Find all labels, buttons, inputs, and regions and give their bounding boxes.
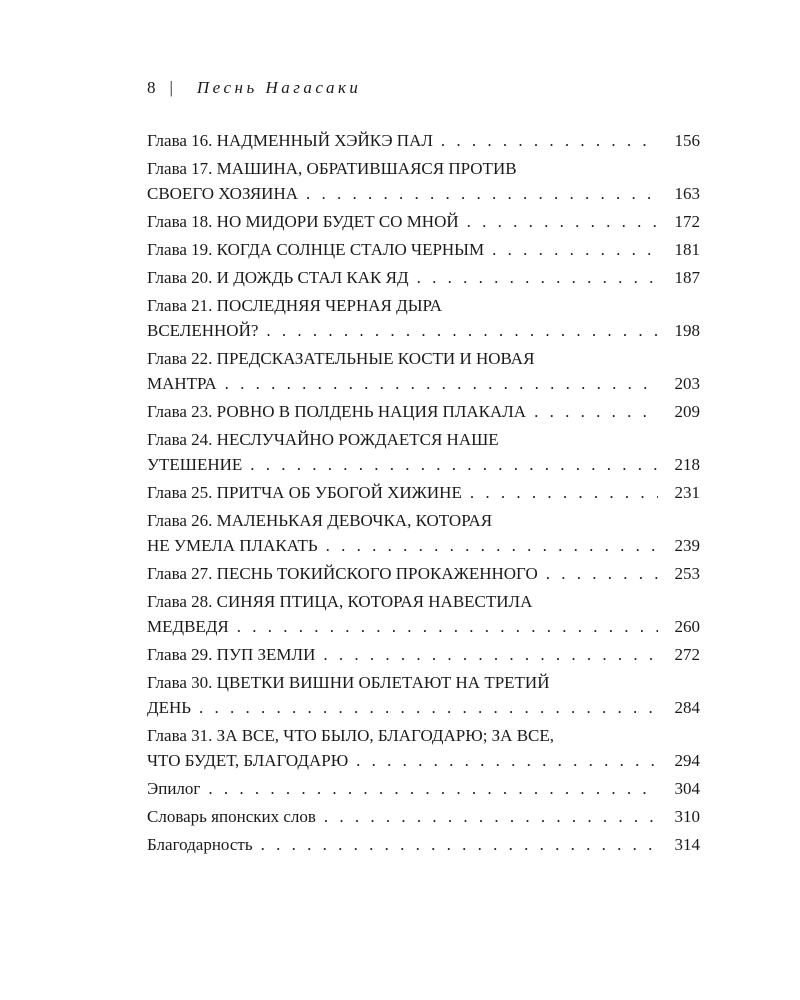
toc-entry[interactable] [147, 589, 700, 639]
toc-entry-title-line: Глава 30. ЦВЕТКИ ВИШНИ ОБЛЕТАЮТ НА ТРЕТИЙ [147, 673, 550, 692]
toc-entry-row [147, 832, 700, 857]
toc-page-number: 260 [674, 617, 700, 636]
dot-leader [492, 237, 658, 262]
toc-entry[interactable] [147, 265, 700, 290]
toc-entry[interactable] [147, 561, 700, 586]
toc-entry-title: МЕДВЕДЯ [147, 617, 229, 636]
toc-entry[interactable] [147, 399, 700, 424]
dot-leader [441, 128, 658, 153]
table-of-contents [147, 128, 700, 857]
toc-entry-title-line: Глава 17. МАШИНА, ОБРАТИВШАЯСЯ ПРОТИВ [147, 159, 517, 178]
toc-page-number: 294 [674, 751, 700, 770]
toc-entry-row [147, 748, 700, 773]
toc-entry-title-line: Глава 31. ЗА ВСЕ, ЧТО БЫЛО, БЛАГОДАРЮ; ЗА ВСЕ, [147, 726, 555, 745]
toc-page-number: 181 [674, 240, 700, 259]
toc-entry-title: Эпилог [147, 779, 201, 798]
dot-leader [324, 804, 658, 829]
dot-leader [546, 561, 658, 586]
dot-leader [356, 748, 658, 773]
toc-page-number: 209 [674, 402, 700, 421]
toc-entry-row [147, 399, 700, 424]
toc-entry-title: ВСЕЛЕННОЙ? [147, 321, 259, 340]
toc-entry-row [147, 642, 700, 667]
toc-entry-row [147, 209, 700, 234]
toc-entry-row [147, 533, 700, 558]
toc-entry-row [147, 480, 700, 505]
toc-page-number: 272 [674, 645, 700, 664]
toc-entry[interactable] [147, 642, 700, 667]
dot-leader [306, 181, 658, 206]
toc-entry-title: СВОЕГО ХОЗЯИНА [147, 184, 298, 203]
toc-page-number: 203 [674, 374, 700, 393]
toc-entry-title: ДЕНЬ [147, 698, 192, 717]
toc-entry[interactable] [147, 670, 700, 720]
toc-entry[interactable] [147, 128, 700, 153]
toc-entry-row [147, 695, 700, 720]
toc-page-number: 218 [674, 455, 700, 474]
toc-entry-title: МАНТРА [147, 374, 217, 393]
dot-leader [534, 399, 658, 424]
toc-entry-row [147, 614, 700, 639]
dot-leader [250, 452, 658, 477]
toc-entry[interactable] [147, 804, 700, 829]
toc-entry-row [147, 265, 700, 290]
dot-leader [237, 614, 658, 639]
toc-entry-row [147, 452, 700, 477]
book-page [147, 78, 700, 860]
toc-entry-row [147, 318, 700, 343]
toc-entry-row [147, 128, 700, 153]
toc-page-number: 310 [674, 807, 700, 826]
dot-leader [467, 209, 658, 234]
toc-entry[interactable] [147, 723, 700, 773]
dot-leader [266, 318, 658, 343]
toc-entry-row [147, 804, 700, 829]
toc-page-number: 163 [674, 184, 700, 203]
toc-entry[interactable] [147, 508, 700, 558]
toc-entry[interactable] [147, 237, 700, 262]
toc-entry-title: Глава 29. ПУП ЗЕМЛИ [147, 645, 316, 664]
toc-entry-title-line: Глава 24. НЕСЛУЧАЙНО РОЖДАЕТСЯ НАШЕ [147, 430, 499, 449]
toc-page-number: 172 [674, 212, 700, 231]
dot-leader [225, 371, 658, 396]
toc-entry[interactable] [147, 293, 700, 343]
toc-entry-title: Глава 20. И ДОЖДЬ СТАЛ КАК ЯД [147, 268, 409, 287]
dot-leader [323, 642, 658, 667]
toc-page-number: 156 [674, 131, 700, 150]
toc-entry-title: Глава 19. КОГДА СОЛНЦЕ СТАЛО ЧЕРНЫМ [147, 240, 485, 259]
toc-page-number: 304 [674, 779, 700, 798]
toc-entry-title-line: Глава 26. МАЛЕНЬКАЯ ДЕВОЧКА, КОТОРАЯ [147, 511, 493, 530]
toc-entry-row [147, 776, 700, 801]
toc-page-number: 239 [674, 536, 700, 555]
toc-entry-title-line: Глава 21. ПОСЛЕДНЯЯ ЧЕРНАЯ ДЫРА [147, 296, 443, 315]
dot-leader [470, 480, 658, 505]
toc-entry-row [147, 237, 700, 262]
toc-page-number: 198 [674, 321, 700, 340]
toc-entry-row [147, 371, 700, 396]
toc-page-number: 231 [674, 483, 700, 502]
toc-entry[interactable] [147, 832, 700, 857]
dot-leader [417, 265, 658, 290]
toc-entry-title: Словарь японских слов [147, 807, 316, 826]
toc-entry[interactable] [147, 776, 700, 801]
toc-entry-title: Глава 18. НО МИДОРИ БУДЕТ СО МНОЙ [147, 212, 459, 231]
toc-page-number: 253 [674, 564, 700, 583]
dot-leader [261, 832, 658, 857]
toc-entry-row [147, 181, 700, 206]
toc-entry-title-line: Глава 22. ПРЕДСКАЗАТЕЛЬНЫЕ КОСТИ И НОВАЯ [147, 349, 535, 368]
toc-entry[interactable] [147, 346, 700, 396]
toc-entry-title: НЕ УМЕЛА ПЛАКАТЬ [147, 536, 318, 555]
toc-entry-title: Глава 16. НАДМЕННЫЙ ХЭЙКЭ ПАЛ [147, 131, 433, 150]
toc-page-number: 314 [674, 835, 700, 854]
toc-entry[interactable] [147, 427, 700, 477]
toc-entry-title: Глава 27. ПЕСНЬ ТОКИЙСКОГО ПРОКАЖЕННОГО [147, 564, 538, 583]
toc-entry-title-line: Глава 28. СИНЯЯ ПТИЦА, КОТОРАЯ НАВЕСТИЛА [147, 592, 533, 611]
toc-entry-title: Глава 23. РОВНО В ПОЛДЕНЬ НАЦИЯ ПЛАКАЛА [147, 402, 527, 421]
toc-entry-title: УТЕШЕНИЕ [147, 455, 243, 474]
header-separator: | [169, 78, 173, 97]
dot-leader [326, 533, 658, 558]
book-title: Песнь Нагасаки [196, 78, 362, 97]
toc-entry-row [147, 561, 700, 586]
toc-entry[interactable] [147, 209, 700, 234]
page-number: 8 [147, 78, 156, 97]
toc-entry-title: Глава 25. ПРИТЧА ОБ УБОГОЙ ХИЖИНЕ [147, 483, 462, 502]
dot-leader [199, 695, 658, 720]
toc-entry[interactable] [147, 156, 700, 206]
dot-leader [208, 776, 658, 801]
toc-entry-title: ЧТО БУДЕТ, БЛАГОДАРЮ [147, 751, 349, 770]
toc-page-number: 187 [674, 268, 700, 287]
toc-entry[interactable] [147, 480, 700, 505]
toc-entry-title: Благодарность [147, 835, 253, 854]
running-header [147, 78, 700, 106]
toc-page-number: 284 [674, 698, 700, 717]
